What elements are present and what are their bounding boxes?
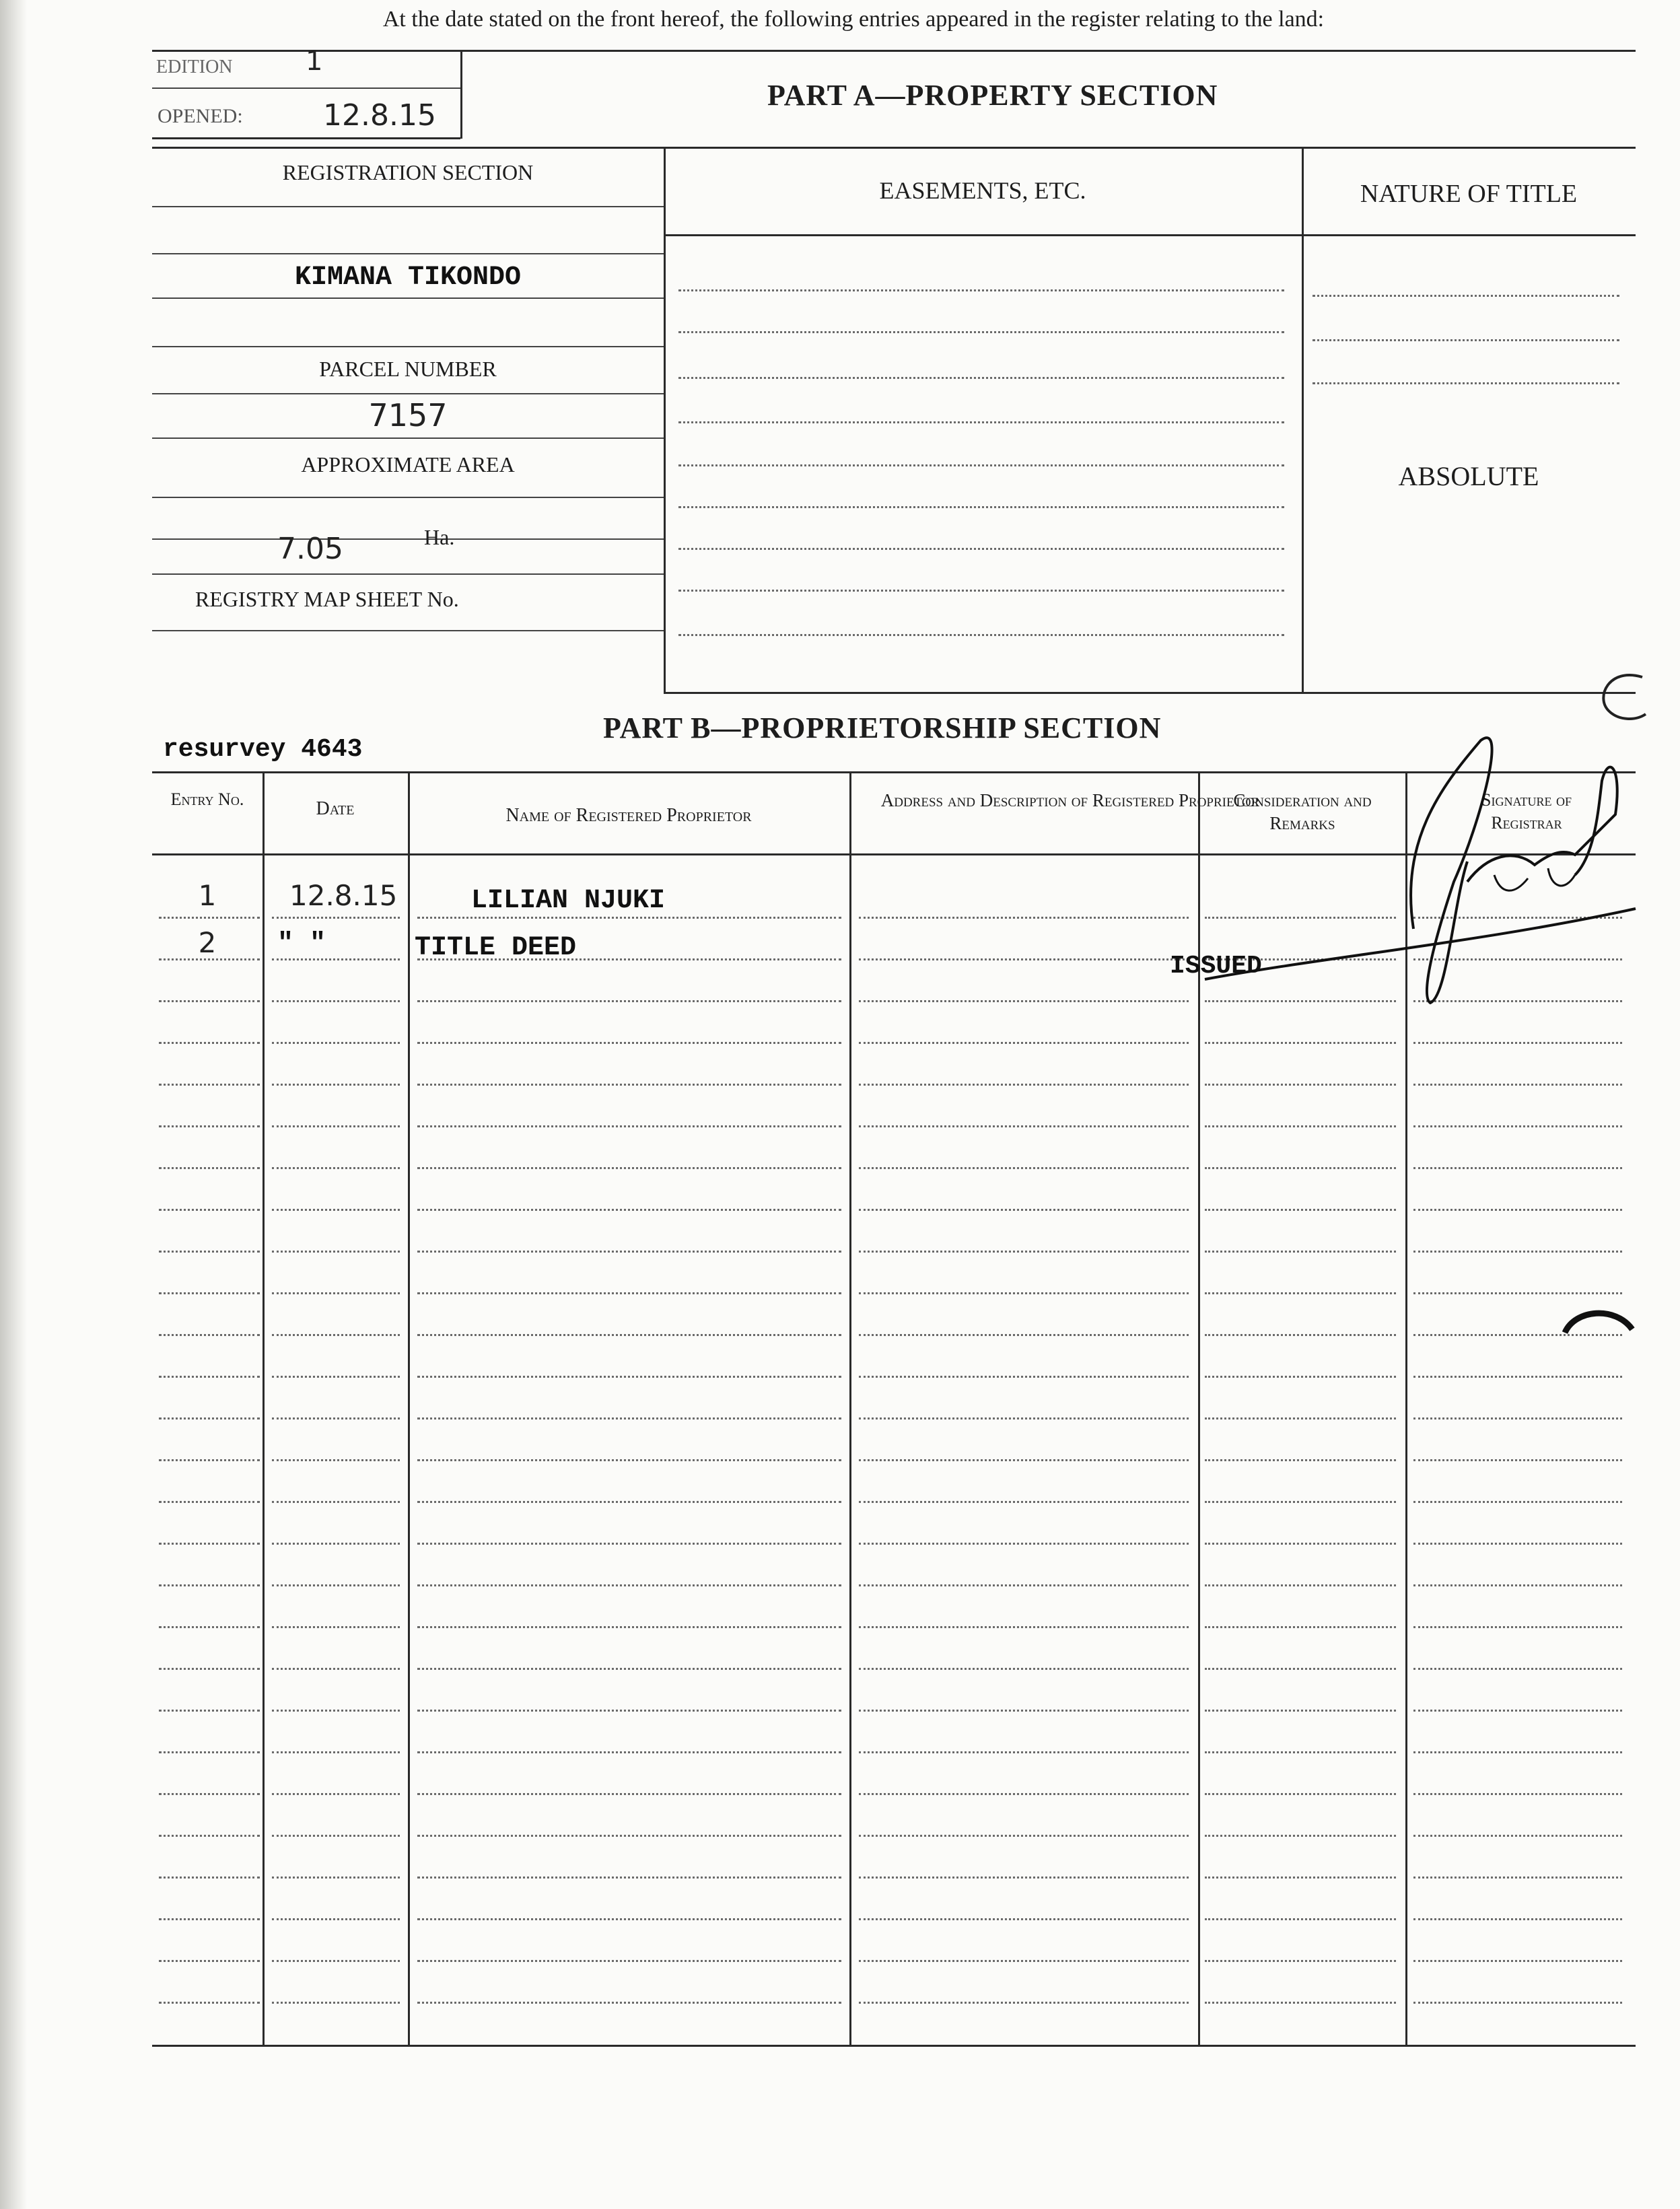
table-row (417, 1751, 841, 1753)
table-row (159, 917, 260, 919)
table-row (1413, 1835, 1622, 1837)
table-row (1205, 1125, 1396, 1127)
table-row (1205, 1918, 1396, 1920)
table-row (159, 1751, 260, 1753)
punch-hole-top (1588, 670, 1649, 724)
table-row (859, 1710, 1189, 1712)
table-row (1205, 1835, 1396, 1837)
approximate-area-label: APPROXIMATE AREA (301, 452, 515, 477)
table-row (859, 1292, 1189, 1294)
table-row (1205, 1668, 1396, 1670)
table-row (159, 1710, 260, 1712)
table-row (159, 1459, 260, 1461)
table-row (859, 1751, 1189, 1753)
table-row (1205, 1584, 1396, 1586)
table-row (417, 1459, 841, 1461)
table-row (1413, 1042, 1622, 1044)
table-row (159, 1251, 260, 1253)
table-row (417, 1417, 841, 1419)
table-row (1205, 1960, 1396, 1962)
table-row (859, 2002, 1189, 2004)
table-row (159, 1042, 260, 1044)
table-row (417, 1042, 841, 1044)
table-row (159, 1584, 260, 1586)
table-row (417, 1584, 841, 1586)
table-row (859, 1376, 1189, 1378)
table-row (272, 1459, 400, 1461)
page-preface: At the date stated on the front hereof, the following entries appeared in the register relating to the land: (382, 7, 1325, 32)
table-row (859, 1459, 1189, 1461)
table-row (417, 1918, 841, 1920)
table-row (859, 1626, 1189, 1628)
table-row (159, 1167, 260, 1169)
table-row (272, 1417, 400, 1419)
entry-1-date: 12.8.15 (289, 879, 398, 912)
table-row (1413, 1710, 1622, 1712)
table-row (1205, 1501, 1396, 1503)
table-row (159, 1668, 260, 1670)
table-row (272, 1710, 400, 1712)
table-row (417, 1000, 841, 1002)
table-row (417, 1292, 841, 1294)
table-row (159, 1960, 260, 1962)
area-unit: Ha. (424, 525, 455, 549)
table-row (859, 958, 1189, 960)
col-consideration: Consideration and Remarks (1233, 790, 1372, 833)
table-row (417, 2002, 841, 2004)
scan-shadow (0, 0, 27, 2209)
table-row (1413, 1209, 1622, 1211)
table-row (272, 1084, 400, 1086)
edition-label: EDITION (156, 57, 233, 77)
table-row (859, 1125, 1189, 1127)
nature-of-title-label: NATURE OF TITLE (1360, 180, 1578, 208)
table-row (272, 1960, 400, 1962)
easements-label: EASEMENTS, ETC. (879, 177, 1086, 204)
table-row (859, 1084, 1189, 1086)
table-row (1205, 1793, 1396, 1795)
table-row (272, 1292, 400, 1294)
table-row (417, 1668, 841, 1670)
table-row (1205, 1209, 1396, 1211)
opened-value: 12.8.15 (323, 98, 436, 133)
table-row (1413, 1918, 1622, 1920)
table-row (159, 1334, 260, 1336)
table-row (417, 1376, 841, 1378)
registrar-signature (1198, 727, 1656, 1023)
table-row (1413, 1125, 1622, 1127)
table-row (1413, 1668, 1622, 1670)
resurvey-note: resurvey 4643 (163, 735, 363, 764)
table-row (1413, 1167, 1622, 1169)
table-row (1413, 1543, 1622, 1545)
table-row (859, 1835, 1189, 1837)
table-row (159, 2002, 260, 2004)
entry-1-no: 1 (198, 879, 217, 912)
table-row (859, 1584, 1189, 1586)
table-row (272, 1209, 400, 1211)
table-row (272, 1543, 400, 1545)
col-signature: Signature of Registrar (1481, 790, 1572, 833)
table-row (272, 1167, 400, 1169)
table-row (859, 1042, 1189, 1044)
table-row (417, 1835, 841, 1837)
table-row (417, 1501, 841, 1503)
table-row (159, 1376, 260, 1378)
table-row (1205, 2002, 1396, 2004)
table-row (272, 1125, 400, 1127)
table-row (272, 1000, 400, 1002)
table-row (1413, 1793, 1622, 1795)
table-row (417, 917, 841, 919)
table-row (1413, 1417, 1622, 1419)
table-row (159, 1084, 260, 1086)
opened-label: OPENED: (158, 105, 243, 127)
table-row (417, 1251, 841, 1253)
table-row (1205, 1877, 1396, 1879)
table-row (859, 1167, 1189, 1169)
table-row (1413, 1960, 1622, 1962)
table-row (1413, 2002, 1622, 2004)
table-row (859, 1501, 1189, 1503)
table-row (417, 1334, 841, 1336)
entry-2-no: 2 (198, 926, 217, 959)
table-row (1205, 1710, 1396, 1712)
nature-of-title-value: ABSOLUTE (1398, 461, 1539, 491)
table-row (159, 1877, 260, 1879)
col-address: Address and Description of Registered Proprietor (880, 790, 1260, 810)
table-row (272, 1877, 400, 1879)
parcel-number-value: 7157 (368, 397, 448, 433)
table-row (1205, 1751, 1396, 1753)
table-row (1413, 1459, 1622, 1461)
table-row (1205, 1042, 1396, 1044)
table-row (159, 1125, 260, 1127)
table-row (1205, 1376, 1396, 1378)
table-row (272, 1793, 400, 1795)
table-row (272, 1668, 400, 1670)
table-row (159, 1000, 260, 1002)
col-date: Date (316, 798, 355, 819)
table-row (1413, 1376, 1622, 1378)
table-row (1205, 1167, 1396, 1169)
table-row (1205, 1417, 1396, 1419)
table-row (159, 1835, 260, 1837)
table-row (1205, 1084, 1396, 1086)
table-row (1413, 1251, 1622, 1253)
table-row (1413, 1751, 1622, 1753)
table-row (1205, 1626, 1396, 1628)
table-row (272, 1626, 400, 1628)
table-row (859, 1000, 1189, 1002)
table-row (1205, 1292, 1396, 1294)
table-row (1413, 1877, 1622, 1879)
table-row (859, 1417, 1189, 1419)
edition-value: 1 (306, 46, 323, 77)
entry-2-remarks: ISSUED (1170, 952, 1262, 981)
part-a-title: PART A—PROPERTY SECTION (767, 79, 1218, 112)
table-row (272, 1835, 400, 1837)
punch-hole-bottom (1562, 1306, 1636, 1360)
table-row (1205, 1334, 1396, 1336)
table-row (417, 1167, 841, 1169)
entry-2-date: " " (277, 929, 326, 959)
table-row (859, 1543, 1189, 1545)
table-row (272, 1042, 400, 1044)
registration-section-value: KIMANA TIKONDO (294, 262, 522, 293)
table-row (1205, 1459, 1396, 1461)
table-row (1413, 1584, 1622, 1586)
parcel-number-label: PARCEL NUMBER (319, 357, 497, 381)
table-row (159, 1793, 260, 1795)
table-row (859, 1209, 1189, 1211)
table-row (272, 1751, 400, 1753)
table-row (859, 917, 1189, 919)
table-row (272, 2002, 400, 2004)
table-row (417, 1877, 841, 1879)
table-row (159, 1417, 260, 1419)
table-row (417, 1543, 841, 1545)
table-row (417, 1960, 841, 1962)
table-row (1413, 1501, 1622, 1503)
table-row (159, 1626, 260, 1628)
table-row (417, 1793, 841, 1795)
entry-2-name: TITLE DEED (415, 933, 577, 963)
table-row (159, 1543, 260, 1545)
table-row (159, 1501, 260, 1503)
table-row (1413, 1084, 1622, 1086)
table-row (1205, 1251, 1396, 1253)
registration-section-label: REGISTRATION SECTION (282, 160, 534, 184)
col-entry-no: Entry No. (170, 790, 244, 809)
entry-1-name: LILIAN NJUKI (471, 886, 666, 916)
table-row (272, 1334, 400, 1336)
table-row (1413, 1626, 1622, 1628)
table-row (417, 1626, 841, 1628)
part-b-title: PART B—PROPRIETORSHIP SECTION (603, 711, 1162, 744)
table-row (417, 1209, 841, 1211)
table-row (272, 1501, 400, 1503)
table-row (159, 1209, 260, 1211)
table-row (859, 1960, 1189, 1962)
table-row (159, 1918, 260, 1920)
table-row (272, 1376, 400, 1378)
approximate-area-value: 7.05 (277, 532, 343, 566)
table-row (272, 1251, 400, 1253)
table-row (859, 1251, 1189, 1253)
table-row (272, 1584, 400, 1586)
table-row (417, 1710, 841, 1712)
table-row (272, 1918, 400, 1920)
table-row (1205, 1543, 1396, 1545)
table-row (417, 1084, 841, 1086)
col-name: Name of Registered Proprietor (505, 805, 752, 826)
table-row (417, 1125, 841, 1127)
table-row (159, 1292, 260, 1294)
table-row (272, 917, 400, 919)
table-row (859, 1877, 1189, 1879)
table-row (859, 1793, 1189, 1795)
table-row (1413, 1292, 1622, 1294)
table-row (859, 1334, 1189, 1336)
table-row (859, 1918, 1189, 1920)
table-row (859, 1668, 1189, 1670)
registry-map-sheet-label: REGISTRY MAP SHEET No. (195, 587, 459, 611)
